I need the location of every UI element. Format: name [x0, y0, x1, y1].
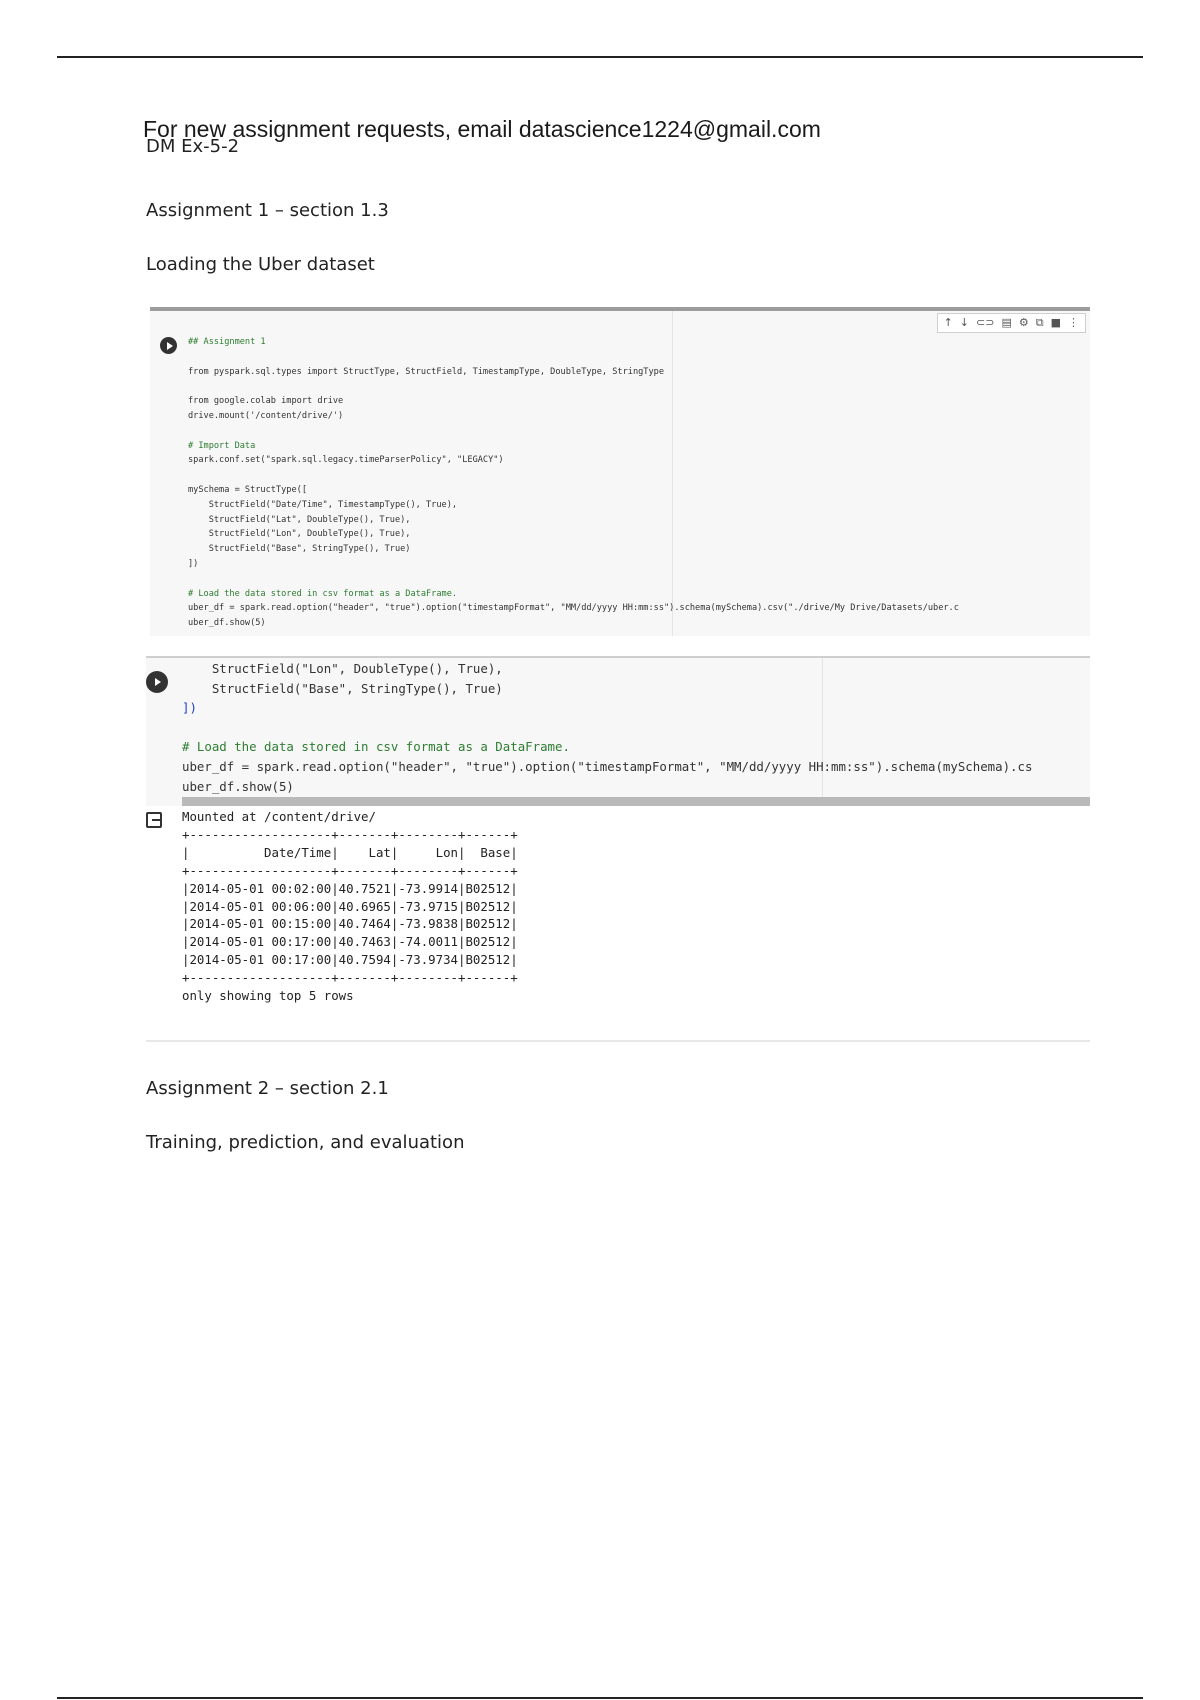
table-border: +-------------------+-------+--------+------+ [182, 862, 518, 878]
code-line: spark.conf.set("spark.sql.legacy.timeParserPolicy", "LEGACY") [188, 455, 504, 466]
code-line: # Load the data stored in csv format as a DataFrame. [188, 588, 458, 599]
table-row: |2014-05-01 00:06:00|40.6965|-73.9715|B02512| [182, 898, 518, 914]
run-cell-button[interactable] [146, 671, 168, 693]
notebook-cell-screenshot-1 [150, 307, 1090, 636]
email-banner: For new assignment requests, email datascience1224@gmail.com [143, 116, 821, 142]
section-1-subtitle: Loading the Uber dataset [146, 254, 375, 275]
table-border: +-------------------+-------+--------+------+ [182, 826, 518, 842]
mounted-line: Mounted at /content/drive/ [182, 809, 376, 824]
code-block-zoomed [182, 659, 1032, 796]
table-row: |2014-05-01 00:02:00|40.7521|-73.9914|B02512| [182, 880, 518, 896]
mirror-icon[interactable]: ⧉ [1035, 316, 1044, 329]
run-cell-button[interactable] [160, 337, 177, 354]
code-line: ## Assignment 1 [188, 337, 266, 347]
code-line: # Load the data stored in csv format as a DataFrame. [182, 739, 570, 755]
output-separator [146, 1040, 1090, 1042]
horizontal-scrollbar[interactable] [182, 797, 1090, 806]
code-line: StructField("Date/Time", TimestampType(), True), [188, 499, 458, 510]
top-rule [57, 56, 1143, 58]
code-line: drive.mount('/content/drive/') [188, 410, 344, 421]
code-line: ]) [188, 558, 199, 569]
table-row: |2014-05-01 00:17:00|40.7594|-73.9734|B02512| [182, 952, 518, 968]
document-code: DM Ex-5-2 [146, 136, 240, 157]
code-line: StructField("Lon", DoubleType(), True), [188, 529, 411, 540]
table-row: |2014-05-01 00:15:00|40.7464|-73.9838|B02512| [182, 916, 518, 932]
table-border: +-------------------+-------+--------+------+ [182, 970, 518, 986]
code-line: uber_df = spark.read.option("header", "true").option("timestampFormat", "MM/dd/yyyy HH:mm:ss").schema(mySchema).csv("./drive/My Drive/Datasets/uber.c [188, 603, 959, 614]
notebook-cell-screenshot-2 [146, 656, 1090, 806]
section-1-title: Assignment 1 – section 1.3 [146, 200, 389, 221]
cell-toolbar [937, 313, 1086, 333]
comment-icon[interactable]: ▤ [1001, 316, 1012, 329]
table-header: | Date/Time| Lat| Lon| Base| [182, 844, 518, 860]
output-icon [146, 812, 162, 828]
gear-icon[interactable]: ⚙ [1018, 316, 1029, 329]
code-line: StructField("Lon", DoubleType(), True), [182, 661, 503, 676]
output-footer: only showing top 5 rows [182, 988, 354, 1004]
bottom-rule [57, 1697, 1143, 1699]
table-row: |2014-05-01 00:17:00|40.7463|-74.0011|B02512| [182, 934, 518, 950]
more-icon[interactable]: ⋮ [1068, 316, 1079, 329]
code-line: from pyspark.sql.types import StructType, StructField, TimestampType, DoubleType, StringType [188, 366, 664, 377]
output-text [182, 808, 518, 1005]
code-line: StructField("Lat", DoubleType(), True), [188, 514, 411, 525]
code-line: uber_df.show(5) [182, 778, 294, 794]
link-icon[interactable]: ⊂⊃ [976, 316, 995, 329]
code-line: uber_df = spark.read.option("header", "true").option("timestampFormat", "MM/dd/yyyy HH:mm:ss").schema(mySchema).cs [182, 758, 1033, 774]
code-line: uber_df.show(5) [188, 618, 266, 629]
code-line: # Import Data [188, 440, 256, 451]
code-line: from google.colab import drive [188, 396, 344, 407]
code-line: StructField("Base", StringType(), True) [188, 544, 411, 555]
code-line: ]) [182, 700, 197, 716]
code-line: StructField("Base", StringType(), True) [182, 680, 503, 696]
cell-output [146, 808, 1090, 1038]
code-block-small [188, 335, 959, 631]
down-arrow-icon[interactable]: ↓ [959, 316, 970, 329]
up-arrow-icon[interactable]: ↑ [943, 316, 953, 329]
section-2-subtitle: Training, prediction, and evaluation [146, 1132, 465, 1153]
delete-icon[interactable]: ■ [1050, 316, 1061, 329]
section-2-title: Assignment 2 – section 2.1 [146, 1078, 389, 1099]
code-line: mySchema = StructType([ [188, 484, 307, 495]
